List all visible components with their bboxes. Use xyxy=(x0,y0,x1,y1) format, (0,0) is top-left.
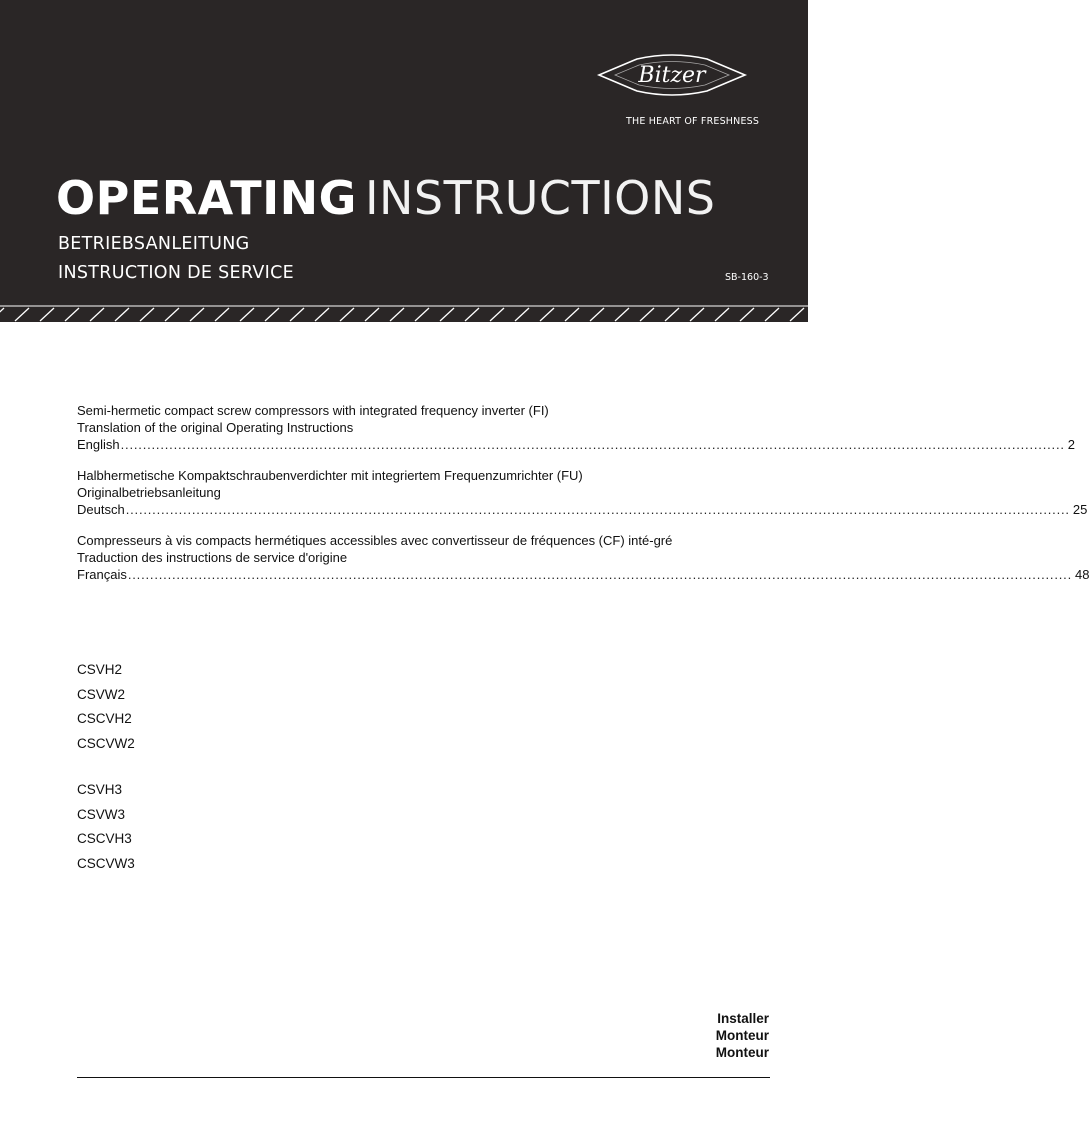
hatch-mark xyxy=(340,308,354,321)
toc-entry-french[interactable] xyxy=(77,532,1089,583)
hatch-mark xyxy=(215,308,229,321)
toc-page-number: 25 xyxy=(1072,502,1088,517)
subtitle-german: BETRIEBSANLEITUNG xyxy=(58,234,250,254)
toc-leader-row xyxy=(77,501,1088,518)
hatch-mark xyxy=(565,308,579,321)
dot-leader: ...................................................................................................................................................................................................................... xyxy=(125,502,1070,517)
toc-title: Halbhermetische Kompaktschraubenverdichter mit integriertem Frequenzumrichter (FU) xyxy=(77,468,583,483)
bottom-divider xyxy=(77,1077,770,1078)
hatch-mark xyxy=(365,308,379,321)
toc-leader-row xyxy=(77,566,1089,583)
hatch-mark xyxy=(440,308,454,321)
title-light: INSTRUCTIONS xyxy=(364,171,716,225)
toc-language: Français xyxy=(77,567,127,582)
toc-entry-german[interactable] xyxy=(77,467,1088,518)
toc-page-number: 48 xyxy=(1075,567,1089,582)
bitzer-logo xyxy=(597,45,747,105)
hatch-mark xyxy=(740,308,754,321)
cover-header xyxy=(0,0,808,322)
role-german: Monteur xyxy=(715,1028,769,1043)
hatch-mark xyxy=(765,308,779,321)
model-name: CSCVH3 xyxy=(77,831,132,846)
hatch-mark xyxy=(190,308,204,321)
toc-subtitle: Translation of the original Operating Instructions xyxy=(77,420,354,435)
role-french: Monteur xyxy=(715,1045,769,1060)
page-title xyxy=(56,170,715,226)
dot-leader: ...................................................................................................................................................................................................................... xyxy=(120,437,1065,452)
model-name: CSVH3 xyxy=(77,782,123,797)
hatch-mark xyxy=(415,308,429,321)
toc-language: English xyxy=(77,437,120,452)
hatch-mark xyxy=(390,308,404,321)
hatch-mark xyxy=(640,308,654,321)
tagline: THE HEART OF FRESHNESS xyxy=(626,116,760,127)
toc-language: Deutsch xyxy=(77,502,125,517)
toc-title: Semi-hermetic compact screw compressors with integrated frequency inverter (FI) xyxy=(77,403,549,418)
hatch-mark xyxy=(290,308,304,321)
model-name: CSVW2 xyxy=(77,686,126,702)
hatch-mark xyxy=(515,308,529,321)
table-of-contents xyxy=(77,402,1089,597)
model-name: CSCVH2 xyxy=(77,711,132,726)
model-list-series-3 xyxy=(77,782,135,880)
hatch-mark xyxy=(790,308,804,321)
subtitle-french: INSTRUCTION DE SERVICE xyxy=(58,263,294,283)
target-audience xyxy=(716,1010,769,1061)
hatch-mark xyxy=(590,308,604,321)
hatch-mark xyxy=(665,308,679,321)
model-name: CSCVW2 xyxy=(77,735,135,751)
hatch-mark xyxy=(165,308,179,321)
toc-subtitle: Traduction des instructions de service d'origine xyxy=(77,550,348,565)
hatch-mark xyxy=(615,308,629,321)
hatch-mark xyxy=(265,308,279,321)
title-bold: OPERATING xyxy=(56,171,357,225)
hatch-mark xyxy=(315,308,329,321)
hatch-mark xyxy=(540,308,554,321)
model-name: CSVH2 xyxy=(77,662,123,677)
hatch-mark xyxy=(0,308,4,321)
hatched-stripe xyxy=(0,305,808,322)
role-english: Installer xyxy=(717,1011,769,1026)
toc-entry-english[interactable] xyxy=(77,402,1076,453)
toc-leader-row xyxy=(77,436,1076,453)
hatch-mark xyxy=(490,308,504,321)
toc-subtitle: Originalbetriebsanleitung xyxy=(77,485,221,500)
document-number: SB-160-3 xyxy=(725,272,769,283)
hatch-mark xyxy=(690,308,704,321)
hatch-mark xyxy=(65,308,79,321)
dot-leader: ...................................................................................................................................................................................................................... xyxy=(127,567,1072,582)
hatch-mark xyxy=(40,308,54,321)
model-name: CSCVW3 xyxy=(77,855,135,871)
hatch-mark xyxy=(240,308,254,321)
hatch-mark xyxy=(715,308,729,321)
toc-page-number: 2 xyxy=(1067,437,1076,452)
hatch-mark xyxy=(140,308,154,321)
hatch-mark xyxy=(15,308,29,321)
hatch-mark xyxy=(90,308,104,321)
hatch-mark xyxy=(815,308,829,321)
hatch-mark xyxy=(115,308,129,321)
brand-wordmark: Bitzer xyxy=(638,63,706,88)
model-list-series-2 xyxy=(77,662,135,760)
hatch-mark xyxy=(465,308,479,321)
toc-title: Compresseurs à vis compacts hermétiques accessibles avec convertisseur de fréquences (CF) inté-gré xyxy=(77,533,673,548)
model-name: CSVW3 xyxy=(77,806,126,822)
